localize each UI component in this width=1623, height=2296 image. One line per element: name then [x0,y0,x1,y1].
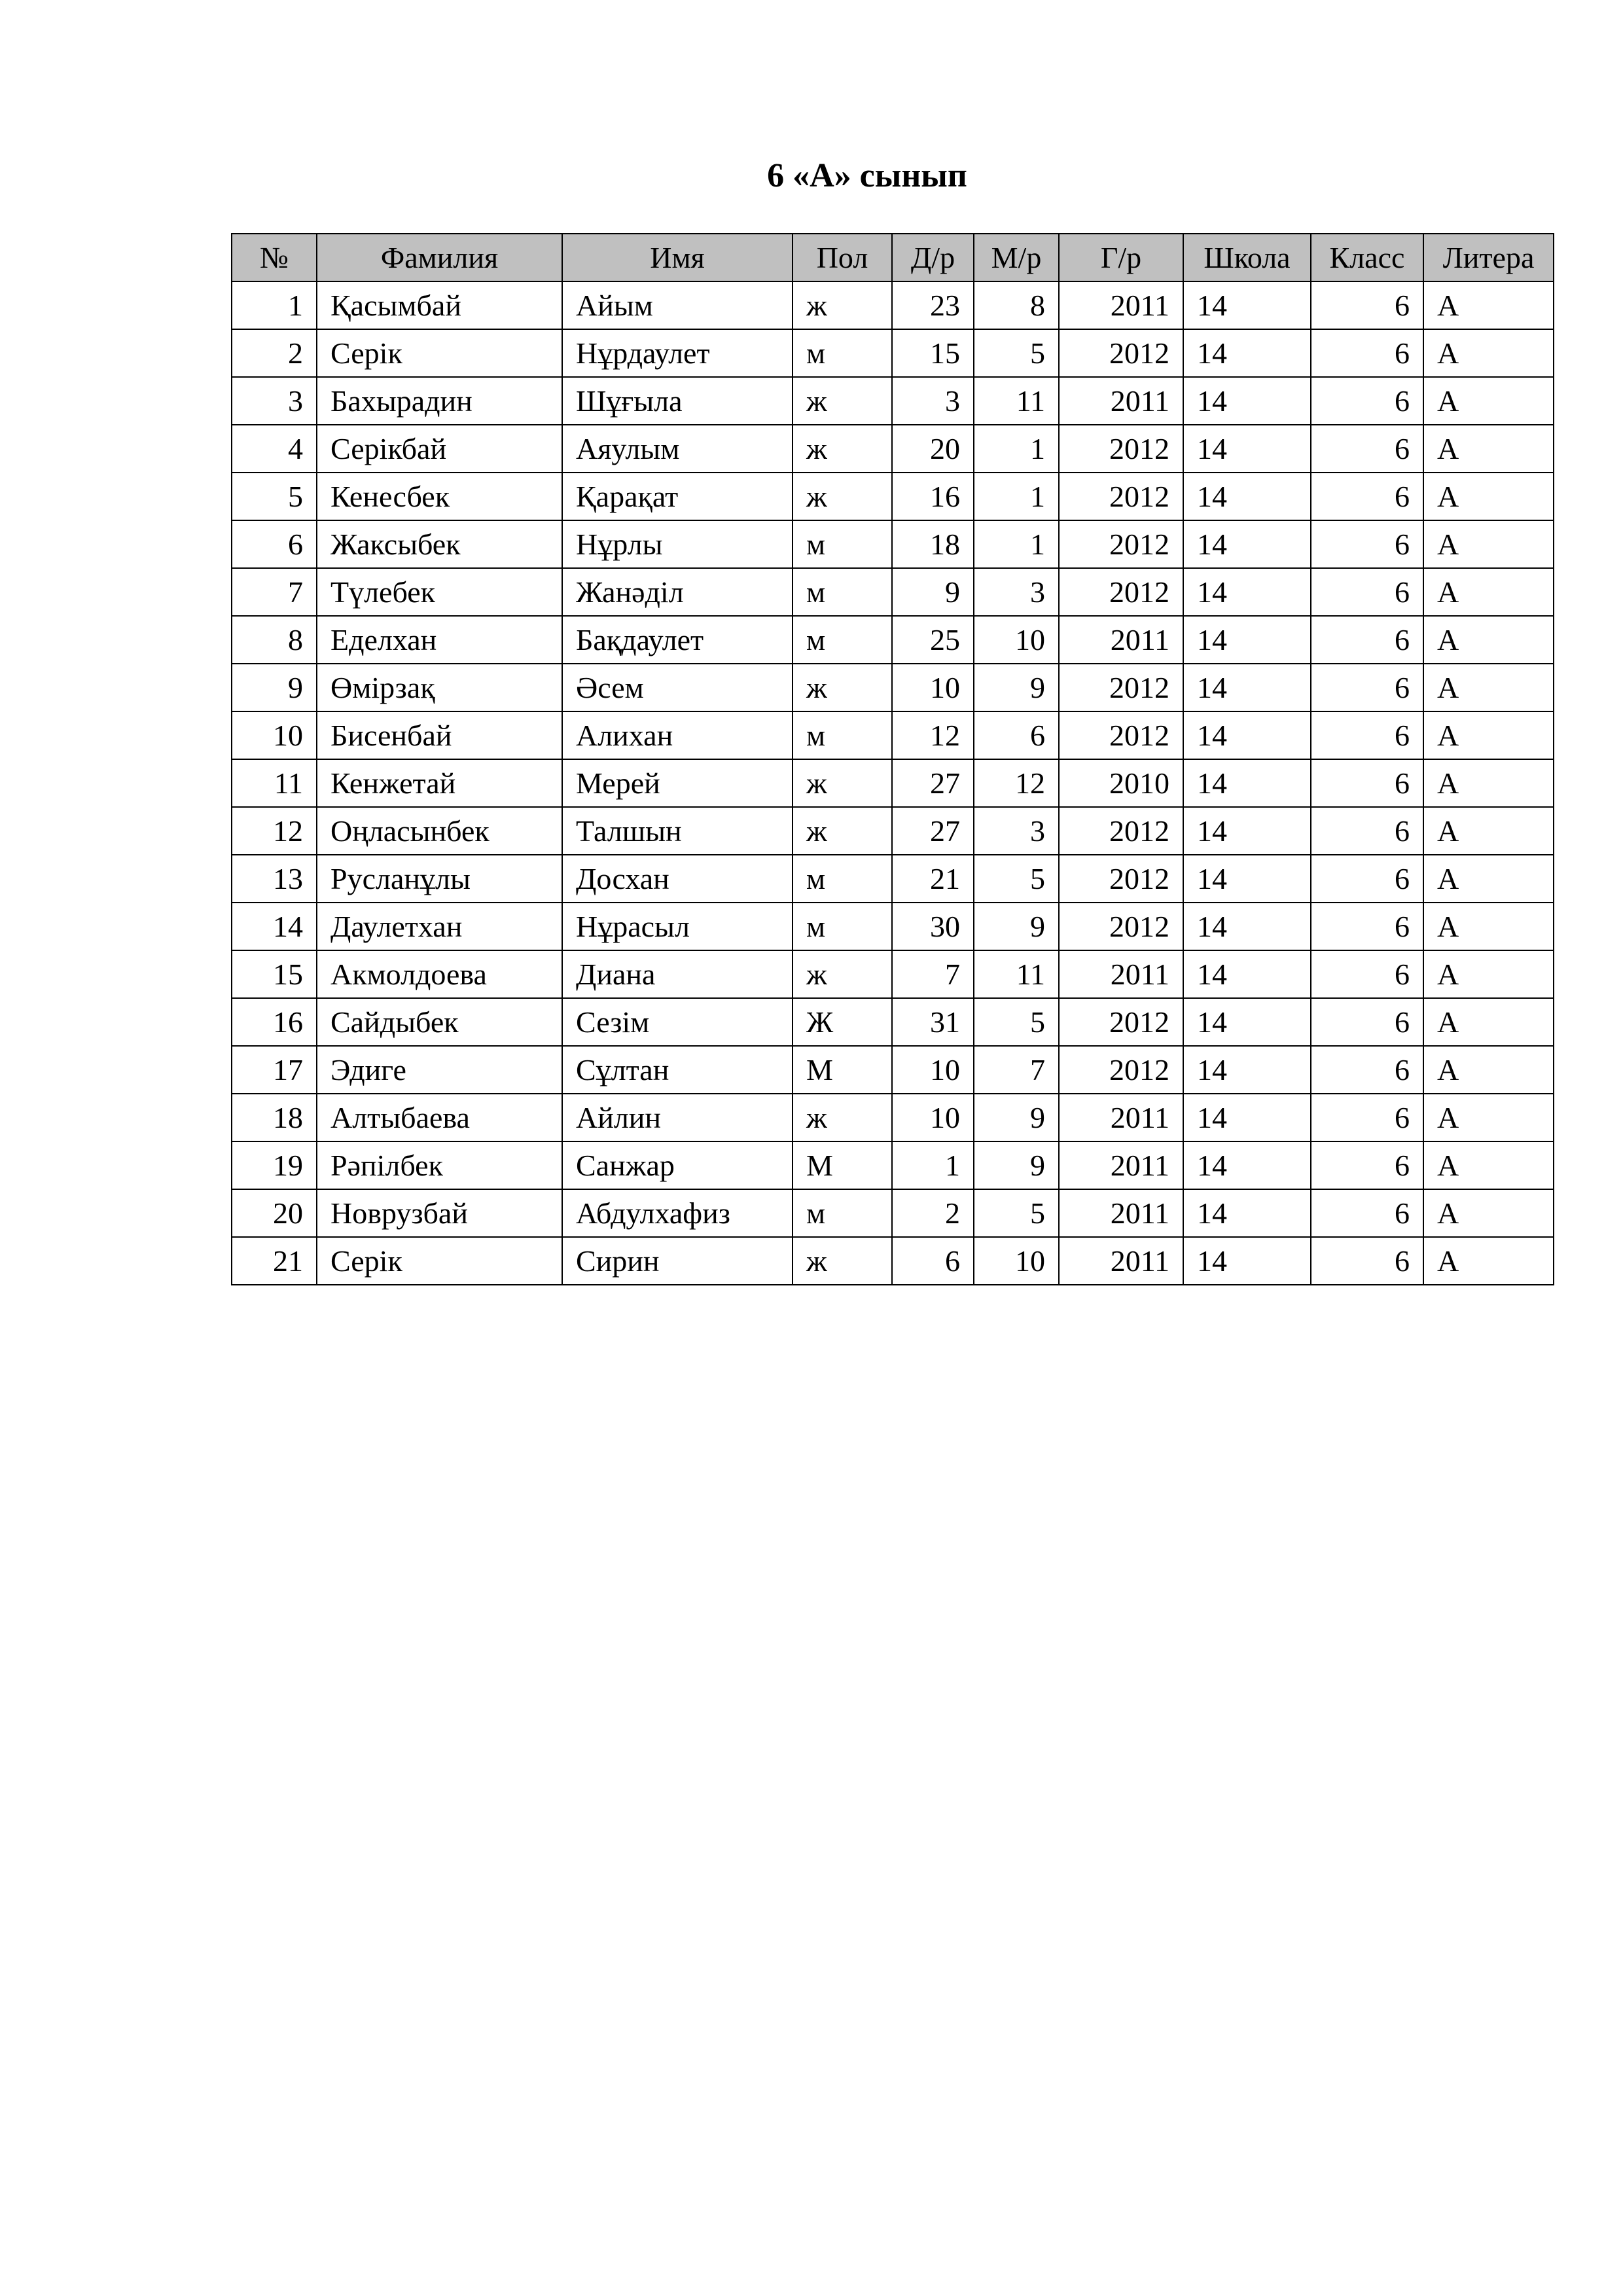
cell-number: 20 [232,1189,317,1237]
cell-birth-year: 2012 [1059,329,1183,377]
cell-letter: А [1423,1189,1554,1237]
cell-grade: 6 [1311,1189,1423,1237]
cell-surname: Өмірзақ [317,664,562,711]
cell-letter: А [1423,568,1554,616]
cell-grade: 6 [1311,281,1423,329]
cell-number: 2 [232,329,317,377]
cell-birth-day: 20 [892,425,974,473]
cell-school: 14 [1183,855,1311,903]
cell-surname: Серік [317,329,562,377]
table-row [232,759,1554,807]
cell-number: 19 [232,1141,317,1189]
cell-number: 15 [232,950,317,998]
cell-birth-month: 5 [974,998,1059,1046]
cell-letter: А [1423,616,1554,664]
cell-letter: А [1423,377,1554,425]
cell-birth-month: 1 [974,473,1059,520]
cell-number: 12 [232,807,317,855]
cell-school: 14 [1183,520,1311,568]
cell-birth-year: 2011 [1059,281,1183,329]
cell-birth-day: 15 [892,329,974,377]
cell-school: 14 [1183,1237,1311,1285]
cell-surname: Новрузбай [317,1189,562,1237]
cell-number: 5 [232,473,317,520]
cell-gender: ж [793,1094,892,1141]
cell-first-name: Сұлтан [562,1046,793,1094]
cell-birth-day: 1 [892,1141,974,1189]
cell-number: 1 [232,281,317,329]
cell-first-name: Досхан [562,855,793,903]
cell-number: 8 [232,616,317,664]
table-header-row [232,234,1554,281]
header-first-name: Имя [562,234,793,281]
cell-letter: А [1423,1237,1554,1285]
cell-first-name: Аяулым [562,425,793,473]
cell-first-name: Санжар [562,1141,793,1189]
cell-birth-month: 1 [974,520,1059,568]
cell-letter: А [1423,998,1554,1046]
cell-birth-month: 9 [974,903,1059,950]
table-row [232,1237,1554,1285]
cell-birth-month: 5 [974,1189,1059,1237]
cell-surname: Қасымбай [317,281,562,329]
cell-gender: М [793,1046,892,1094]
cell-birth-month: 5 [974,329,1059,377]
cell-birth-day: 10 [892,1094,974,1141]
cell-surname: Эдиге [317,1046,562,1094]
table-row [232,903,1554,950]
cell-grade: 6 [1311,903,1423,950]
cell-gender: ж [793,425,892,473]
cell-birth-month: 5 [974,855,1059,903]
cell-surname: Кенжетай [317,759,562,807]
cell-letter: А [1423,759,1554,807]
cell-birth-day: 31 [892,998,974,1046]
table-row [232,425,1554,473]
cell-birth-year: 2012 [1059,664,1183,711]
cell-birth-year: 2012 [1059,425,1183,473]
cell-first-name: Қарақат [562,473,793,520]
header-number: № [232,234,317,281]
table-row [232,807,1554,855]
cell-birth-month: 11 [974,950,1059,998]
cell-school: 14 [1183,1141,1311,1189]
header-birth-day: Д/р [892,234,974,281]
cell-letter: А [1423,281,1554,329]
cell-gender: м [793,329,892,377]
cell-school: 14 [1183,664,1311,711]
cell-gender: ж [793,281,892,329]
cell-first-name: Абдулхафиз [562,1189,793,1237]
cell-gender: м [793,568,892,616]
cell-school: 14 [1183,1094,1311,1141]
cell-surname: Кенесбек [317,473,562,520]
cell-birth-month: 9 [974,664,1059,711]
cell-birth-day: 21 [892,855,974,903]
cell-grade: 6 [1311,377,1423,425]
cell-surname: Бахырадин [317,377,562,425]
cell-birth-day: 6 [892,1237,974,1285]
cell-birth-year: 2012 [1059,711,1183,759]
cell-school: 14 [1183,329,1311,377]
cell-gender: м [793,520,892,568]
cell-grade: 6 [1311,711,1423,759]
cell-birth-year: 2011 [1059,616,1183,664]
cell-birth-month: 10 [974,616,1059,664]
table-row [232,950,1554,998]
cell-birth-day: 10 [892,1046,974,1094]
cell-grade: 6 [1311,807,1423,855]
cell-birth-day: 27 [892,759,974,807]
cell-surname: Сайдыбек [317,998,562,1046]
cell-gender: м [793,616,892,664]
cell-number: 11 [232,759,317,807]
cell-birth-day: 7 [892,950,974,998]
cell-first-name: Айлин [562,1094,793,1141]
cell-school: 14 [1183,903,1311,950]
cell-birth-day: 27 [892,807,974,855]
student-roster-table [231,233,1554,1285]
cell-first-name: Алихан [562,711,793,759]
cell-gender: ж [793,950,892,998]
cell-grade: 6 [1311,568,1423,616]
table-row [232,664,1554,711]
table-row [232,329,1554,377]
cell-number: 18 [232,1094,317,1141]
cell-birth-month: 12 [974,759,1059,807]
cell-letter: А [1423,711,1554,759]
cell-first-name: Талшын [562,807,793,855]
table-row [232,1094,1554,1141]
table-row [232,711,1554,759]
cell-birth-month: 3 [974,568,1059,616]
header-school: Школа [1183,234,1311,281]
cell-birth-month: 9 [974,1141,1059,1189]
cell-birth-day: 2 [892,1189,974,1237]
cell-number: 7 [232,568,317,616]
cell-school: 14 [1183,998,1311,1046]
cell-gender: ж [793,377,892,425]
cell-first-name: Сезім [562,998,793,1046]
cell-birth-year: 2012 [1059,473,1183,520]
cell-first-name: Әсем [562,664,793,711]
cell-grade: 6 [1311,998,1423,1046]
cell-letter: А [1423,903,1554,950]
cell-birth-month: 11 [974,377,1059,425]
cell-birth-month: 7 [974,1046,1059,1094]
cell-first-name: Шұғыла [562,377,793,425]
header-gender: Пол [793,234,892,281]
cell-school: 14 [1183,759,1311,807]
cell-birth-year: 2010 [1059,759,1183,807]
cell-school: 14 [1183,473,1311,520]
header-letter: Литера [1423,234,1554,281]
cell-birth-year: 2012 [1059,807,1183,855]
cell-birth-day: 10 [892,664,974,711]
cell-letter: А [1423,1141,1554,1189]
page-title: 6 «А» сынып [767,157,967,194]
cell-birth-year: 2011 [1059,1141,1183,1189]
cell-surname: Серік [317,1237,562,1285]
cell-gender: ж [793,807,892,855]
cell-letter: А [1423,329,1554,377]
cell-number: 10 [232,711,317,759]
table-row [232,616,1554,664]
cell-gender: м [793,1189,892,1237]
cell-first-name: Сирин [562,1237,793,1285]
cell-birth-day: 3 [892,377,974,425]
cell-letter: А [1423,950,1554,998]
header-grade: Класс [1311,234,1423,281]
cell-surname: Оңласынбек [317,807,562,855]
cell-number: 21 [232,1237,317,1285]
cell-birth-year: 2011 [1059,377,1183,425]
cell-number: 16 [232,998,317,1046]
header-birth-year: Г/р [1059,234,1183,281]
table-row [232,1189,1554,1237]
cell-grade: 6 [1311,425,1423,473]
cell-birth-year: 2012 [1059,855,1183,903]
cell-first-name: Диана [562,950,793,998]
cell-grade: 6 [1311,329,1423,377]
cell-birth-month: 3 [974,807,1059,855]
cell-birth-year: 2011 [1059,1237,1183,1285]
cell-school: 14 [1183,1046,1311,1094]
table-body [232,281,1554,1285]
table-row [232,520,1554,568]
table-row [232,281,1554,329]
cell-letter: А [1423,520,1554,568]
cell-surname: Рәпілбек [317,1141,562,1189]
cell-gender: М [793,1141,892,1189]
cell-first-name: Бақдаулет [562,616,793,664]
cell-gender: Ж [793,998,892,1046]
cell-surname: Еделхан [317,616,562,664]
cell-grade: 6 [1311,616,1423,664]
cell-grade: 6 [1311,664,1423,711]
cell-birth-month: 9 [974,1094,1059,1141]
cell-birth-month: 1 [974,425,1059,473]
table-row [232,377,1554,425]
cell-birth-year: 2012 [1059,1046,1183,1094]
cell-first-name: Нұрлы [562,520,793,568]
cell-birth-month: 8 [974,281,1059,329]
cell-birth-day: 25 [892,616,974,664]
cell-surname: Русланұлы [317,855,562,903]
cell-letter: А [1423,807,1554,855]
cell-birth-day: 18 [892,520,974,568]
cell-letter: А [1423,664,1554,711]
cell-surname: Серікбай [317,425,562,473]
cell-grade: 6 [1311,1094,1423,1141]
cell-birth-year: 2011 [1059,1094,1183,1141]
cell-birth-year: 2011 [1059,1189,1183,1237]
cell-gender: ж [793,473,892,520]
cell-letter: А [1423,1046,1554,1094]
cell-birth-month: 6 [974,711,1059,759]
cell-birth-day: 23 [892,281,974,329]
cell-grade: 6 [1311,1237,1423,1285]
cell-grade: 6 [1311,520,1423,568]
cell-school: 14 [1183,281,1311,329]
cell-number: 17 [232,1046,317,1094]
cell-first-name: Айым [562,281,793,329]
cell-letter: А [1423,1094,1554,1141]
cell-birth-day: 12 [892,711,974,759]
cell-school: 14 [1183,568,1311,616]
cell-grade: 6 [1311,1046,1423,1094]
cell-gender: ж [793,759,892,807]
header-birth-month: М/р [974,234,1059,281]
cell-letter: А [1423,473,1554,520]
cell-number: 14 [232,903,317,950]
table-row [232,1141,1554,1189]
cell-gender: м [793,711,892,759]
cell-first-name: Нұрдаулет [562,329,793,377]
cell-first-name: Мерей [562,759,793,807]
cell-school: 14 [1183,711,1311,759]
cell-gender: м [793,855,892,903]
cell-birth-year: 2012 [1059,520,1183,568]
cell-gender: ж [793,664,892,711]
cell-letter: А [1423,855,1554,903]
cell-surname: Түлебек [317,568,562,616]
cell-surname: Бисенбай [317,711,562,759]
cell-grade: 6 [1311,759,1423,807]
cell-birth-day: 9 [892,568,974,616]
cell-number: 4 [232,425,317,473]
cell-first-name: Жанәділ [562,568,793,616]
cell-birth-day: 30 [892,903,974,950]
cell-number: 6 [232,520,317,568]
cell-school: 14 [1183,425,1311,473]
cell-number: 9 [232,664,317,711]
cell-number: 3 [232,377,317,425]
cell-letter: А [1423,425,1554,473]
table-row [232,998,1554,1046]
table-row [232,473,1554,520]
cell-gender: ж [793,1237,892,1285]
cell-surname: Даулетхан [317,903,562,950]
cell-school: 14 [1183,807,1311,855]
cell-surname: Алтыбаева [317,1094,562,1141]
cell-first-name: Нұрасыл [562,903,793,950]
cell-grade: 6 [1311,855,1423,903]
cell-birth-year: 2012 [1059,568,1183,616]
table-row [232,568,1554,616]
cell-birth-month: 10 [974,1237,1059,1285]
cell-school: 14 [1183,1189,1311,1237]
cell-school: 14 [1183,950,1311,998]
cell-gender: м [793,903,892,950]
cell-number: 13 [232,855,317,903]
cell-birth-year: 2012 [1059,998,1183,1046]
cell-grade: 6 [1311,950,1423,998]
cell-birth-year: 2012 [1059,903,1183,950]
cell-grade: 6 [1311,473,1423,520]
cell-surname: Акмолдоева [317,950,562,998]
table-row [232,855,1554,903]
cell-school: 14 [1183,377,1311,425]
cell-birth-day: 16 [892,473,974,520]
cell-school: 14 [1183,616,1311,664]
table-row [232,1046,1554,1094]
cell-grade: 6 [1311,1141,1423,1189]
cell-birth-year: 2011 [1059,950,1183,998]
header-surname: Фамилия [317,234,562,281]
cell-surname: Жаксыбек [317,520,562,568]
